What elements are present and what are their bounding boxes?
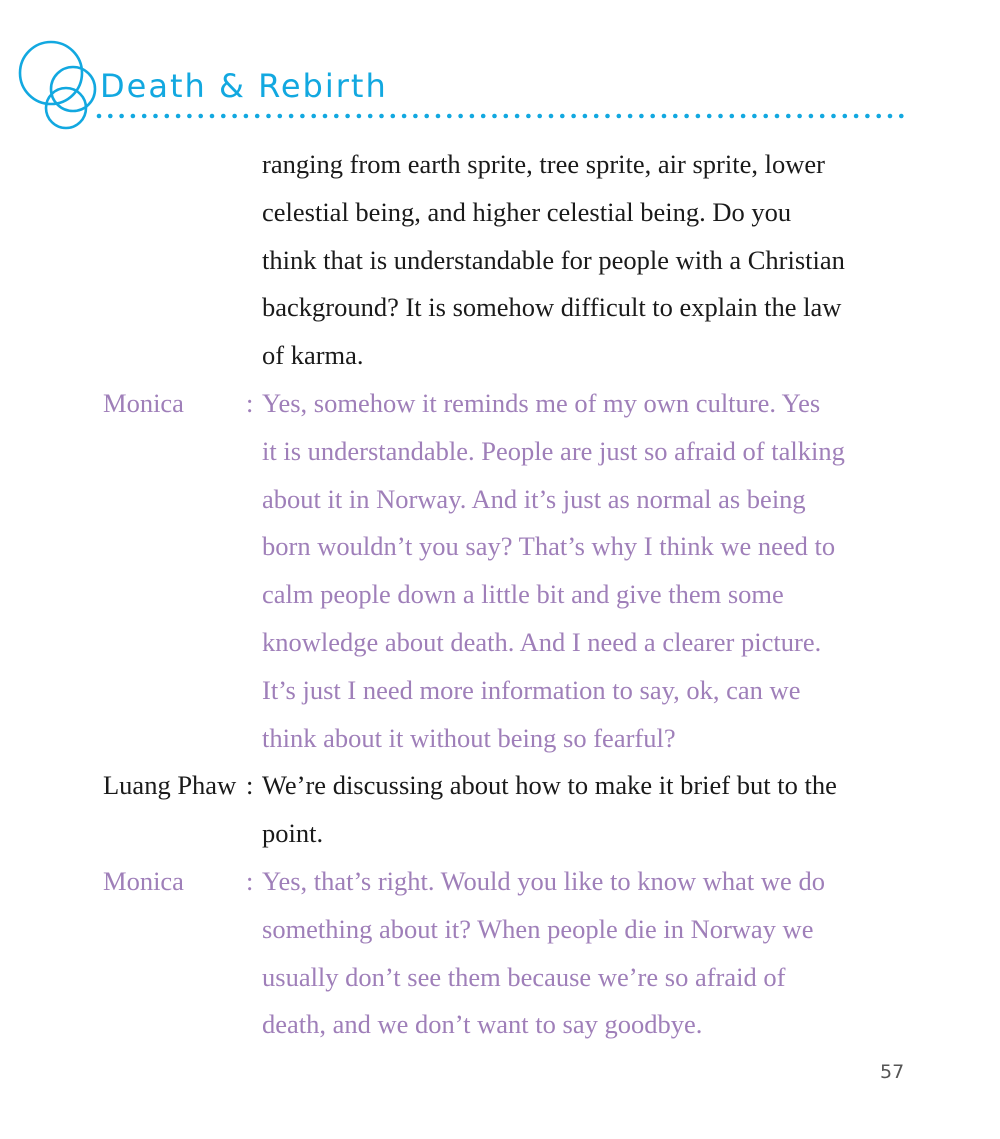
divider-dot: [334, 114, 339, 119]
speaker-name: Monica: [103, 387, 184, 418]
divider-dot: [650, 114, 655, 119]
divider-dot: [413, 114, 418, 119]
divider-dot: [854, 114, 859, 119]
divider-dot: [153, 114, 158, 119]
divider-dot: [266, 114, 271, 119]
divider-dot: [820, 114, 825, 119]
speaker-colon: :: [246, 865, 254, 896]
speaker-name: Monica: [103, 865, 184, 896]
divider-dot: [357, 114, 362, 119]
speech-line: of karma.: [262, 340, 364, 371]
divider-dot: [696, 114, 701, 119]
divider-dot: [492, 114, 497, 119]
speech-line: born wouldn’t you say? That’s why I think we need to: [262, 531, 836, 562]
speech-text: [262, 858, 902, 1049]
divider-dot: [244, 114, 249, 119]
dialogue-entry-monica: [0, 858, 1000, 1049]
divider-dot: [232, 114, 237, 119]
divider-dot: [470, 114, 475, 119]
divider-dot: [594, 114, 599, 119]
divider-dot: [278, 114, 283, 119]
divider-dot: [402, 114, 407, 119]
dialogue-entry-monica: [0, 380, 1000, 762]
divider-dot: [560, 114, 565, 119]
divider-dot: [255, 114, 260, 119]
divider-dot: [617, 114, 622, 119]
divider-dot: [899, 114, 904, 119]
divider-dot: [571, 114, 576, 119]
divider-dot: [198, 114, 203, 119]
divider-dot: [843, 114, 848, 119]
divider-dot: [165, 114, 170, 119]
divider-dot: [888, 114, 893, 119]
divider-dot: [345, 114, 350, 119]
divider-dot: [628, 114, 633, 119]
speech-line: Yes, that’s right. Would you like to know what we do: [262, 865, 825, 896]
speech-line: about it in Norway. And it’s just as normal as being: [262, 483, 806, 514]
divider-dot: [447, 114, 452, 119]
speech-line: it is understandable. People are just so afraid of talking: [262, 435, 845, 466]
divider-dot: [323, 114, 328, 119]
dialogue-entry-luang-phaw: [0, 762, 1000, 858]
divider-dot: [752, 114, 757, 119]
divider-dot: [809, 114, 814, 119]
speaker-colon: :: [246, 387, 254, 418]
overlapping-circles-icon: [10, 38, 110, 138]
speech-line: death, and we don’t want to say goodbye.: [262, 1009, 703, 1040]
divider-dot: [865, 114, 870, 119]
speech-text: [262, 141, 902, 380]
divider-dot: [775, 114, 780, 119]
divider-dot: [526, 114, 531, 119]
divider-dot: [458, 114, 463, 119]
divider-dot: [424, 114, 429, 119]
speaker-colon: :: [246, 770, 254, 801]
divider-dot: [368, 114, 373, 119]
divider-dot: [662, 114, 667, 119]
speech-text: [262, 380, 902, 762]
divider-dot: [707, 114, 712, 119]
speaker-name: Luang Phaw: [103, 770, 237, 801]
dotted-divider: [96, 111, 906, 121]
speech-line: We’re discussing about how to make it brief but to the: [262, 770, 837, 801]
divider-dot: [210, 114, 215, 119]
divider-dot: [730, 114, 735, 119]
divider-dot: [718, 114, 723, 119]
speech-text: [262, 762, 902, 858]
dialogue-content: [0, 141, 1000, 1049]
page-header: [0, 0, 1000, 140]
speech-line: calm people down a little bit and give them some: [262, 579, 784, 610]
divider-dot: [741, 114, 746, 119]
divider-dot: [300, 114, 305, 119]
speech-line: think that is understandable for people with a Christian: [262, 244, 845, 275]
divider-dot: [876, 114, 881, 119]
divider-dot: [504, 114, 509, 119]
speech-line: It’s just I need more information to say, ok, can we: [262, 674, 801, 705]
speech-line: point.: [262, 818, 324, 849]
divider-dot: [97, 114, 102, 119]
speech-line: background? It is somehow difficult to explain the law: [262, 292, 842, 323]
speech-line: knowledge about death. And I need a clearer picture.: [262, 626, 822, 657]
page-number: 57: [880, 1061, 905, 1083]
divider-dot: [391, 114, 396, 119]
divider-dot: [187, 114, 192, 119]
divider-dot: [763, 114, 768, 119]
divider-dot: [831, 114, 836, 119]
speech-line: something about it? When people die in Norway we: [262, 913, 814, 944]
divider-dot: [311, 114, 316, 119]
divider-dot: [289, 114, 294, 119]
divider-dot: [119, 114, 124, 119]
divider-dot: [108, 114, 113, 119]
speech-line: ranging from earth sprite, tree sprite, air sprite, lower: [262, 149, 825, 179]
divider-dot: [221, 114, 226, 119]
divider-dot: [797, 114, 802, 119]
divider-dot: [436, 114, 441, 119]
dialogue-entry-continuation: [0, 141, 1000, 380]
divider-dot: [142, 114, 147, 119]
divider-dot: [549, 114, 554, 119]
divider-dot: [786, 114, 791, 119]
divider-dot: [379, 114, 384, 119]
divider-dot: [639, 114, 644, 119]
divider-dot: [583, 114, 588, 119]
divider-dot: [131, 114, 136, 119]
divider-dot: [673, 114, 678, 119]
speech-line: usually don’t see them because we’re so afraid of: [262, 961, 786, 992]
divider-dot: [537, 114, 542, 119]
speech-line: think about it without being so fearful?: [262, 722, 676, 753]
page-title: Death & Rebirth: [100, 67, 388, 105]
speech-line: celestial being, and higher celestial being. Do you: [262, 196, 792, 227]
divider-dot: [515, 114, 520, 119]
speech-line: Yes, somehow it reminds me of my own culture. Yes: [262, 387, 821, 418]
divider-dot: [684, 114, 689, 119]
divider-dot: [481, 114, 486, 119]
divider-dot: [176, 114, 181, 119]
divider-dot: [605, 114, 610, 119]
